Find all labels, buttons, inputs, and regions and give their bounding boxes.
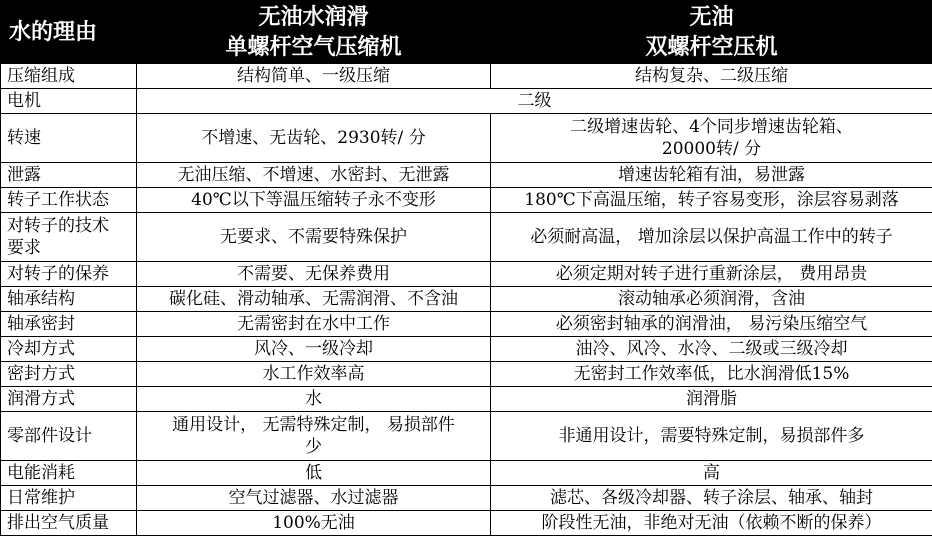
single-screw-cell: 无要求、不需要特殊保护 bbox=[137, 213, 491, 262]
twin-screw-cell bbox=[491, 114, 932, 163]
row-label: 冷却方式 bbox=[1, 337, 137, 362]
single-screw-cell: 无油压缩、不增速、水密封、无泄露 bbox=[137, 163, 491, 188]
twin-screw-cell: 滚动轴承必须润滑，含油 bbox=[491, 287, 932, 312]
row-label: 压缩组成 bbox=[1, 64, 137, 89]
table-row bbox=[1, 262, 932, 287]
header-reason: 水的理由 bbox=[1, 1, 137, 64]
table-row bbox=[1, 64, 932, 89]
row-label: 转速 bbox=[1, 114, 137, 163]
row-label: 零部件设计 bbox=[1, 412, 137, 461]
single-screw-cell: 碳化硅、滑动轴承、无需润滑、不含油 bbox=[137, 287, 491, 312]
header-single-screw bbox=[137, 1, 491, 64]
row-label: 轴承结构 bbox=[1, 287, 137, 312]
row-label: 电能消耗 bbox=[1, 461, 137, 486]
header-single-screw-line1: 无油水润滑 bbox=[258, 4, 369, 30]
twin-screw-cell: 180℃下高温压缩，转子容易变形，涂层容易剥落 bbox=[491, 188, 932, 213]
twin-screw-cell: 必须定期对转子进行重新涂层， 费用昂贵 bbox=[491, 262, 932, 287]
row-label: 泄露 bbox=[1, 163, 137, 188]
header-single-screw-line2: 单螺杆空气压缩机 bbox=[225, 34, 402, 60]
row-label-line1: 对转子的技术 bbox=[7, 216, 109, 236]
twin-screw-cell: 滤芯、各级冷却器、转子涂层、轴承、轴封 bbox=[491, 486, 932, 511]
twin-screw-cell-line1: 二级增速齿轮、4个同步增速齿轮箱、 bbox=[570, 117, 853, 137]
row-label-line2: 要求 bbox=[7, 238, 41, 258]
table-row bbox=[1, 188, 932, 213]
table-row bbox=[1, 114, 932, 163]
table-row bbox=[1, 163, 932, 188]
twin-screw-cell-line2: 20000转/ 分 bbox=[661, 139, 762, 159]
single-screw-cell-line1: 通用设计， 无需特殊定制， 易损部件 bbox=[172, 415, 455, 435]
header-twin-screw-line2: 双螺杆空压机 bbox=[645, 34, 778, 60]
row-label: 日常维护 bbox=[1, 486, 137, 511]
table-row bbox=[1, 89, 932, 114]
row-label: 对转子的保养 bbox=[1, 262, 137, 287]
single-screw-cell bbox=[137, 412, 491, 461]
table-row bbox=[1, 387, 932, 412]
twin-screw-cell: 增速齿轮箱有油，易泄露 bbox=[491, 163, 932, 188]
single-screw-cell: 结构简单、一级压缩 bbox=[137, 64, 491, 89]
table-row bbox=[1, 461, 932, 486]
row-label: 轴承密封 bbox=[1, 312, 137, 337]
header-twin-screw-line1: 无油 bbox=[689, 4, 734, 30]
row-label: 转子工作状态 bbox=[1, 188, 137, 213]
single-screw-cell: 低 bbox=[137, 461, 491, 486]
twin-screw-cell: 必须密封轴承的润滑油， 易污染压缩空气 bbox=[491, 312, 932, 337]
table-row bbox=[1, 362, 932, 387]
single-screw-cell: 100%无油 bbox=[137, 511, 491, 536]
row-label bbox=[1, 213, 137, 262]
single-screw-cell: 水 bbox=[137, 387, 491, 412]
twin-screw-cell: 非通用设计，需要特殊定制，易损部件多 bbox=[491, 412, 932, 461]
single-screw-cell: 无需密封在水中工作 bbox=[137, 312, 491, 337]
table-row bbox=[1, 312, 932, 337]
table-row bbox=[1, 486, 932, 511]
single-screw-cell: 40℃以下等温压缩转子永不变形 bbox=[137, 188, 491, 213]
table-row bbox=[1, 213, 932, 262]
single-screw-cell: 风冷、一级冷却 bbox=[137, 337, 491, 362]
single-screw-cell: 空气过滤器、水过滤器 bbox=[137, 486, 491, 511]
twin-screw-cell: 高 bbox=[491, 461, 932, 486]
table-row bbox=[1, 287, 932, 312]
table-row bbox=[1, 511, 932, 536]
row-label: 电机 bbox=[1, 89, 137, 114]
twin-screw-cell: 结构复杂、二级压缩 bbox=[491, 64, 932, 89]
twin-screw-cell: 无密封工作效率低，比水润滑低15% bbox=[491, 362, 932, 387]
twin-screw-cell: 油冷、风冷、水冷、二级或三级冷却 bbox=[491, 337, 932, 362]
merged-cell: 二级 bbox=[137, 89, 932, 114]
twin-screw-cell: 润滑脂 bbox=[491, 387, 932, 412]
header-twin-screw bbox=[491, 1, 932, 64]
single-screw-cell: 不需要、无保养费用 bbox=[137, 262, 491, 287]
table-row bbox=[1, 337, 932, 362]
row-label: 密封方式 bbox=[1, 362, 137, 387]
single-screw-cell: 水工作效率高 bbox=[137, 362, 491, 387]
twin-screw-cell: 必须耐高温， 增加涂层以保护高温工作中的转子 bbox=[491, 213, 932, 262]
row-label: 排出空气质量 bbox=[1, 511, 137, 536]
single-screw-cell-line2: 少 bbox=[305, 437, 322, 457]
table-row bbox=[1, 412, 932, 461]
row-label: 润滑方式 bbox=[1, 387, 137, 412]
single-screw-cell: 不增速、无齿轮、2930转/ 分 bbox=[137, 114, 491, 163]
header-row bbox=[1, 1, 932, 64]
twin-screw-cell: 阶段性无油，非绝对无油（依赖不断的保养） bbox=[491, 511, 932, 536]
